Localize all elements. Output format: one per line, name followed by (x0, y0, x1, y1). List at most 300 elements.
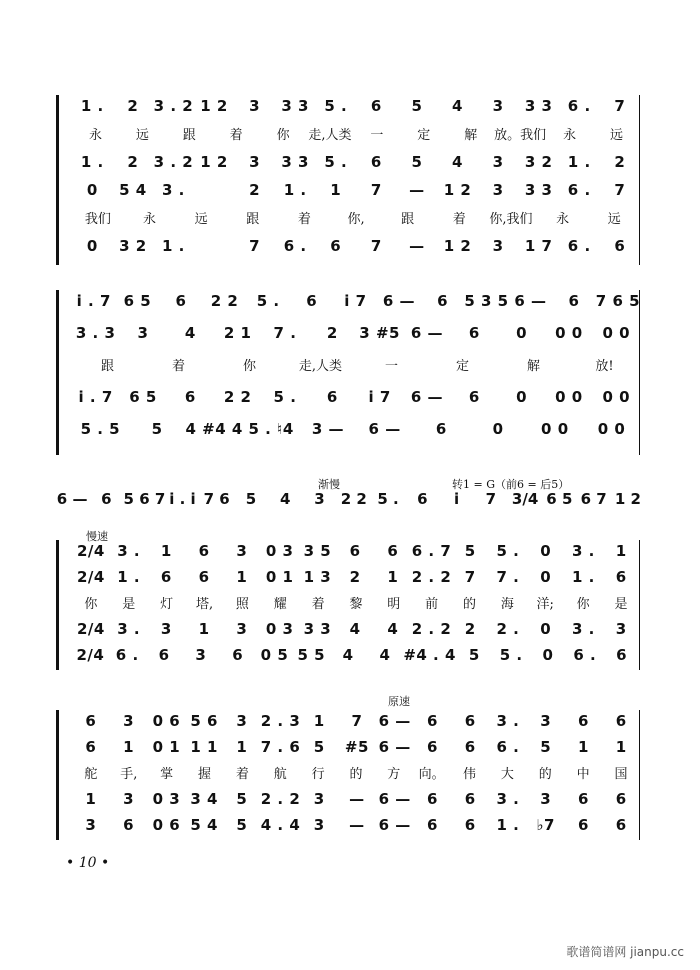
note-group: 3 . (571, 620, 595, 638)
note-group: 6 (184, 388, 196, 406)
note-group: 0 (86, 181, 98, 199)
note-group: 5 . (324, 97, 348, 115)
note-group: — (349, 790, 365, 808)
note-group: 6 (577, 712, 589, 730)
lyric-syllable: 耀 (273, 596, 287, 612)
note-group: 6 — (382, 292, 416, 310)
lyric-syllable: 手, (120, 766, 138, 782)
lyric-syllable: 远 (135, 127, 149, 143)
note-group: 0 (540, 568, 552, 586)
note-group: 5 . (324, 153, 348, 171)
lyric-syllable: 塔, (195, 596, 214, 612)
system-5 (60, 710, 640, 840)
note-group: 1 (85, 790, 97, 808)
note-group: 6 (198, 542, 210, 560)
lyric-syllable: 明 (387, 596, 401, 612)
note-group: 3 (160, 620, 172, 638)
page-number: • 10 • (66, 855, 110, 871)
note-group: 6 . (567, 181, 591, 199)
note-group: 3 2 (524, 153, 553, 171)
notation-line (72, 322, 640, 344)
note-group: #5 (344, 738, 369, 756)
lyric-syllable: 前 (425, 596, 439, 612)
note-group: 6 (468, 388, 480, 406)
note-group: 5 6 7 (123, 490, 166, 508)
lyric-syllable: 远 (607, 211, 621, 227)
lyric-syllable: 国 (614, 766, 628, 782)
note-group: 4 (349, 620, 361, 638)
note-group: 3 3 (281, 153, 309, 171)
note-group: 3 (540, 790, 552, 808)
note-group: 3 (492, 237, 504, 255)
note-group: 3 (195, 646, 207, 664)
lyric-syllable: 解 (464, 127, 478, 143)
note-group: 3 (123, 790, 135, 808)
note-group: 1 . (80, 153, 104, 171)
note-group: 3 (314, 490, 325, 508)
tempo-marking-original: 原速 (388, 695, 410, 708)
note-group: 1 7 (524, 237, 553, 255)
lyric-syllable: 航 (273, 766, 287, 782)
notation-line (72, 566, 640, 588)
system-4 (60, 540, 640, 670)
note-group: 0 (516, 388, 528, 406)
lyric-syllable: 着 (311, 596, 325, 612)
note-group: 5 . (377, 490, 399, 508)
lyric-syllable: 走,人类 (298, 358, 343, 374)
note-group: 6 — (56, 490, 88, 508)
note-group: 5 (236, 790, 248, 808)
note-group: 2 2 (340, 490, 367, 508)
note-group: 2/4 (76, 620, 105, 638)
note-group: 4 . 4 (260, 816, 301, 834)
note-group: 6 (437, 292, 449, 310)
note-group: 6 (468, 324, 480, 342)
note-group: 6 (464, 738, 476, 756)
note-group: 2 (464, 620, 476, 638)
system-brace (56, 710, 65, 840)
note-group: 4 (452, 97, 463, 115)
notation-line (72, 95, 640, 117)
note-group: 7 . (496, 568, 520, 586)
note-group: 5 (468, 646, 480, 664)
note-group: 5 4 (119, 181, 147, 199)
note-group: 2/4 (76, 646, 105, 664)
note-group: 1 (160, 542, 172, 560)
note-group: 3 (313, 790, 325, 808)
note-group: 2 (349, 568, 361, 586)
lyric-syllable: 跟 (401, 211, 415, 227)
note-group: 7 (370, 181, 382, 199)
note-group: 2 (326, 324, 338, 342)
note-group: 1 1 (190, 738, 218, 756)
note-group: 3 (313, 816, 325, 834)
note-group: 1 3 (303, 568, 332, 586)
notation-line (72, 710, 640, 732)
note-group: 0 (542, 646, 554, 664)
lyric-line (72, 762, 640, 782)
note-group: 5 (464, 542, 476, 560)
notation-line (72, 290, 640, 312)
lyric-syllable: 你 (576, 596, 590, 612)
lyric-syllable: 你 (84, 596, 98, 612)
note-group: 1 . (80, 97, 104, 115)
note-group: 0 0 (602, 324, 631, 342)
note-group: 6 (370, 153, 382, 171)
lyric-syllable: 大 (500, 766, 514, 782)
note-group: 1 (615, 738, 627, 756)
note-group: 6 (615, 816, 627, 834)
note-group: 6 . (115, 646, 139, 664)
note-group: 5 5 (297, 646, 326, 664)
note-group: 1 . (496, 816, 520, 834)
system-1 (60, 95, 640, 265)
note-group: — (349, 816, 365, 834)
note-group: 6 (615, 568, 627, 586)
note-group: 3 4 (190, 790, 218, 808)
note-group: 7 (464, 568, 476, 586)
note-group: 1 (387, 568, 399, 586)
system-2 (60, 290, 640, 455)
notation-line (72, 235, 640, 257)
note-group: 6 (175, 292, 187, 310)
notation-line (72, 788, 640, 810)
note-group: 6 (615, 790, 627, 808)
lyric-syllable: 跟 (246, 211, 260, 227)
note-group: 6 (464, 712, 476, 730)
note-group: 3 3 (303, 620, 332, 638)
lyric-syllable: 远 (610, 127, 624, 143)
note-group: 1 (123, 738, 135, 756)
note-group: 6 (85, 712, 97, 730)
note-group: 6 (85, 738, 97, 756)
note-group: 2 . 2 (411, 620, 452, 638)
lyric-syllable: 你, (347, 211, 365, 227)
note-group: 6 (349, 542, 361, 560)
note-group: 3 #5 (359, 324, 400, 342)
note-group: 6 (160, 568, 172, 586)
note-group: 3 (249, 153, 261, 171)
tempo-marking-gradually-slower: 渐慢 (318, 478, 340, 491)
note-group: 0 3 (265, 542, 294, 560)
notation-line (72, 618, 640, 640)
note-group: 1 2 (200, 153, 228, 171)
lyric-line (72, 123, 640, 143)
note-group: 1 2 (200, 97, 228, 115)
lyric-syllable: 海 (500, 596, 514, 612)
lyric-syllable: 你 (242, 358, 256, 374)
note-group: 2 . 2 (411, 568, 452, 586)
note-group: 3 (540, 712, 552, 730)
system-brace (56, 290, 65, 455)
note-group: 5 (411, 97, 423, 115)
note-group: 6 — (378, 790, 411, 808)
note-group: 6 (330, 237, 342, 255)
system-brace (56, 95, 65, 265)
note-group: 3 (615, 620, 627, 638)
note-group: 3/4 (511, 490, 539, 508)
note-group: 6 . (567, 237, 591, 255)
note-group: 6 (370, 97, 382, 115)
note-group: i (453, 490, 460, 508)
notation-line (72, 814, 640, 836)
lyric-syllable: 放! (595, 358, 614, 374)
note-group: 6 (568, 292, 580, 310)
note-group: 6 (232, 646, 244, 664)
note-group: 2 2 (223, 388, 252, 406)
note-group: 7 (614, 181, 626, 199)
note-group: 1 (198, 620, 210, 638)
note-group: 6 (577, 790, 589, 808)
note-group: 4 (379, 646, 391, 664)
lyric-syllable: 灯 (160, 596, 174, 612)
notation-line (72, 736, 640, 758)
note-group: 7 (614, 97, 626, 115)
note-group: 2 . 2 (260, 790, 301, 808)
note-group: 6 (326, 388, 338, 406)
note-group: 2 . 3 (260, 712, 301, 730)
note-group: 0 0 (555, 388, 583, 406)
note-group: 1 . (162, 237, 185, 255)
note-group: 7 . (273, 324, 297, 342)
note-group: 3 3 (281, 97, 309, 115)
note-group: 6 (577, 816, 589, 834)
note-group: 3 . (571, 542, 595, 560)
lyric-syllable: 掌 (160, 766, 174, 782)
note-group: 3 3 (524, 97, 553, 115)
note-group: 3 3 (524, 181, 553, 199)
note-group: — (409, 237, 425, 255)
note-group: 4 (387, 620, 399, 638)
note-group: 3 . 2 (153, 153, 194, 171)
note-group: 1 (577, 738, 589, 756)
note-group: 6 (158, 646, 170, 664)
note-group: 2/4 (76, 542, 105, 560)
note-group: ♭7 (536, 816, 555, 834)
note-group: 6 (615, 712, 627, 730)
lyric-syllable: 走,人类 (308, 127, 352, 143)
note-group: 3 . 2 (153, 97, 194, 115)
note-group: 3 . 3 (75, 324, 116, 342)
lyric-syllable: 远 (194, 211, 208, 227)
note-group: 6 (198, 568, 210, 586)
note-group: 1 (330, 181, 342, 199)
note-group: 0 1 (152, 738, 181, 756)
lyric-syllable: 你,我们 (489, 211, 533, 227)
note-group: 3 . (496, 790, 520, 808)
system-brace (56, 540, 65, 670)
lyric-syllable: 定 (417, 127, 431, 143)
note-group: 6 — (378, 738, 411, 756)
lyric-syllable: 洋; (536, 596, 554, 612)
lyric-syllable: 我们 (84, 211, 111, 227)
lyric-syllable: 永 (556, 211, 570, 227)
lyric-syllable: 方 (387, 766, 401, 782)
note-group: 6 (306, 292, 318, 310)
note-group: 6 5 (129, 388, 157, 406)
note-group: 4 (184, 324, 196, 342)
note-group: 6 (426, 816, 438, 834)
note-group: 7 (249, 237, 261, 255)
note-group: 1 2 (443, 237, 472, 255)
note-group: i 7 (344, 292, 367, 310)
note-group: 3 2 (119, 237, 147, 255)
note-group: 6 (426, 712, 438, 730)
note-group: 1 . (283, 181, 307, 199)
note-group: 3 (123, 712, 135, 730)
note-group: 0 (516, 324, 528, 342)
note-group: 5 . (496, 542, 520, 560)
note-group: 5 (540, 738, 552, 756)
note-group: 2 (614, 153, 626, 171)
note-group: 1 2 (614, 490, 641, 508)
system-3-line (55, 488, 645, 510)
note-group: 5 6 (190, 712, 218, 730)
note-group: 5 . (256, 292, 280, 310)
note-group: 5 . (499, 646, 523, 664)
note-group: 2 (127, 97, 139, 115)
note-group: 1 . (571, 568, 595, 586)
note-group: 0 (540, 620, 552, 638)
note-group: 2 2 (210, 292, 239, 310)
note-group: 1 (236, 738, 248, 756)
note-group: 5 3 5 (464, 292, 509, 310)
note-group: 2 1 (223, 324, 252, 342)
lyric-syllable: 握 (198, 766, 212, 782)
lyric-syllable: 是 (122, 596, 136, 612)
site-watermark: 歌谱简谱网 jianpu.cc (566, 945, 684, 959)
note-group: — (409, 181, 425, 199)
note-group: 6 5 (123, 292, 152, 310)
notation-line (72, 540, 640, 562)
note-group: 1 (236, 568, 248, 586)
note-group: 6 . 7 (411, 542, 452, 560)
note-group: 5 (313, 738, 325, 756)
lyric-syllable: 一 (370, 127, 384, 143)
note-group: 6 (426, 790, 438, 808)
note-group: 3 (492, 153, 504, 171)
lyric-syllable: 永 (88, 127, 102, 143)
note-group: 4 (280, 490, 291, 508)
note-group: 5 . 5 (80, 420, 121, 438)
note-group: 5 . (273, 388, 297, 406)
note-group: 6 . (283, 237, 307, 255)
note-group: 6 (101, 490, 112, 508)
note-group: 0 6 (152, 816, 181, 834)
note-group: 3 . (162, 181, 185, 199)
note-group: 3 (137, 324, 149, 342)
note-group: 2 . (496, 620, 520, 638)
note-group: 3 . (117, 542, 141, 560)
note-group: 6 (387, 542, 399, 560)
note-group: 0 0 (541, 420, 569, 438)
lyric-syllable: 伟 (463, 766, 477, 782)
note-group: 0 6 (152, 712, 181, 730)
lyric-line (72, 592, 640, 612)
lyric-syllable: 定 (455, 358, 469, 374)
lyric-syllable: 着 (171, 358, 185, 374)
notation-line (72, 418, 640, 440)
lyric-syllable: 的 (463, 596, 477, 612)
lyric-syllable: 是 (614, 596, 628, 612)
note-group: 6 . (573, 646, 597, 664)
note-group: 2/4 (76, 568, 105, 586)
lyric-line (72, 354, 640, 374)
note-group: 6 . (496, 738, 520, 756)
lyric-syllable: 你 (276, 127, 290, 143)
note-group: 6 (123, 816, 135, 834)
note-group: 1 (313, 712, 325, 730)
note-group: 3 (492, 97, 504, 115)
lyric-syllable: 的 (349, 766, 363, 782)
note-group: 0 (492, 420, 504, 438)
note-group: 5 (411, 153, 423, 171)
note-group: 6 5 (546, 490, 573, 508)
note-group: 5 (245, 490, 257, 508)
note-group: 7 (351, 712, 363, 730)
note-group: 3 — (311, 420, 344, 438)
lyric-syllable: 中 (576, 766, 590, 782)
lyric-syllable: 跟 (100, 358, 114, 374)
note-group: 1 . (567, 153, 591, 171)
lyric-line (72, 207, 640, 227)
note-group: 6 — (378, 712, 411, 730)
notation-line (72, 151, 640, 173)
note-group: 3 (236, 712, 248, 730)
note-group: 6 (464, 790, 476, 808)
lyric-syllable: 永 (142, 211, 156, 227)
note-group: #4 . 4 (403, 646, 456, 664)
lyric-syllable: 永 (563, 127, 577, 143)
note-group: 3 (85, 816, 97, 834)
note-group: 6 — (410, 324, 444, 342)
note-group: 0 1 (265, 568, 294, 586)
note-group: 0 (540, 542, 552, 560)
lyric-syllable: 跟 (182, 127, 196, 143)
note-group: 4 (342, 646, 354, 664)
note-group: 3 (492, 181, 504, 199)
note-group: 6 . (567, 97, 591, 115)
lyric-syllable: 着 (235, 766, 249, 782)
notation-line (72, 644, 640, 666)
note-group: 1 2 (443, 181, 472, 199)
lyric-syllable: 放。我们 (494, 127, 547, 143)
lyric-syllable: 解 (526, 358, 540, 374)
note-group: 6 — (410, 388, 444, 406)
key-change-marking: 转1 = G（前6 = 后5） (452, 478, 570, 491)
lyric-syllable: 黎 (349, 596, 363, 612)
note-group: 6 (435, 420, 447, 438)
note-group: i . 7 (76, 292, 111, 310)
note-group: 4 (452, 153, 463, 171)
note-group: 3 (236, 620, 248, 638)
lyric-syllable: 照 (235, 596, 249, 612)
note-group: 1 . (117, 568, 141, 586)
note-group: 0 0 (602, 388, 631, 406)
note-group: 7 . 6 (260, 738, 301, 756)
lyric-syllable: 着 (229, 127, 243, 143)
note-group: 0 0 (597, 420, 626, 438)
lyric-syllable: 着 (452, 211, 466, 227)
note-group: i 7 (368, 388, 391, 406)
note-group: 0 0 (555, 324, 583, 342)
note-group: 0 3 (265, 620, 294, 638)
lyric-syllable: 着 (297, 211, 311, 227)
note-group: 1 (615, 542, 627, 560)
lyric-syllable: 舵 (84, 766, 98, 782)
note-group: 3 5 (303, 542, 332, 560)
note-group: 0 (86, 237, 98, 255)
